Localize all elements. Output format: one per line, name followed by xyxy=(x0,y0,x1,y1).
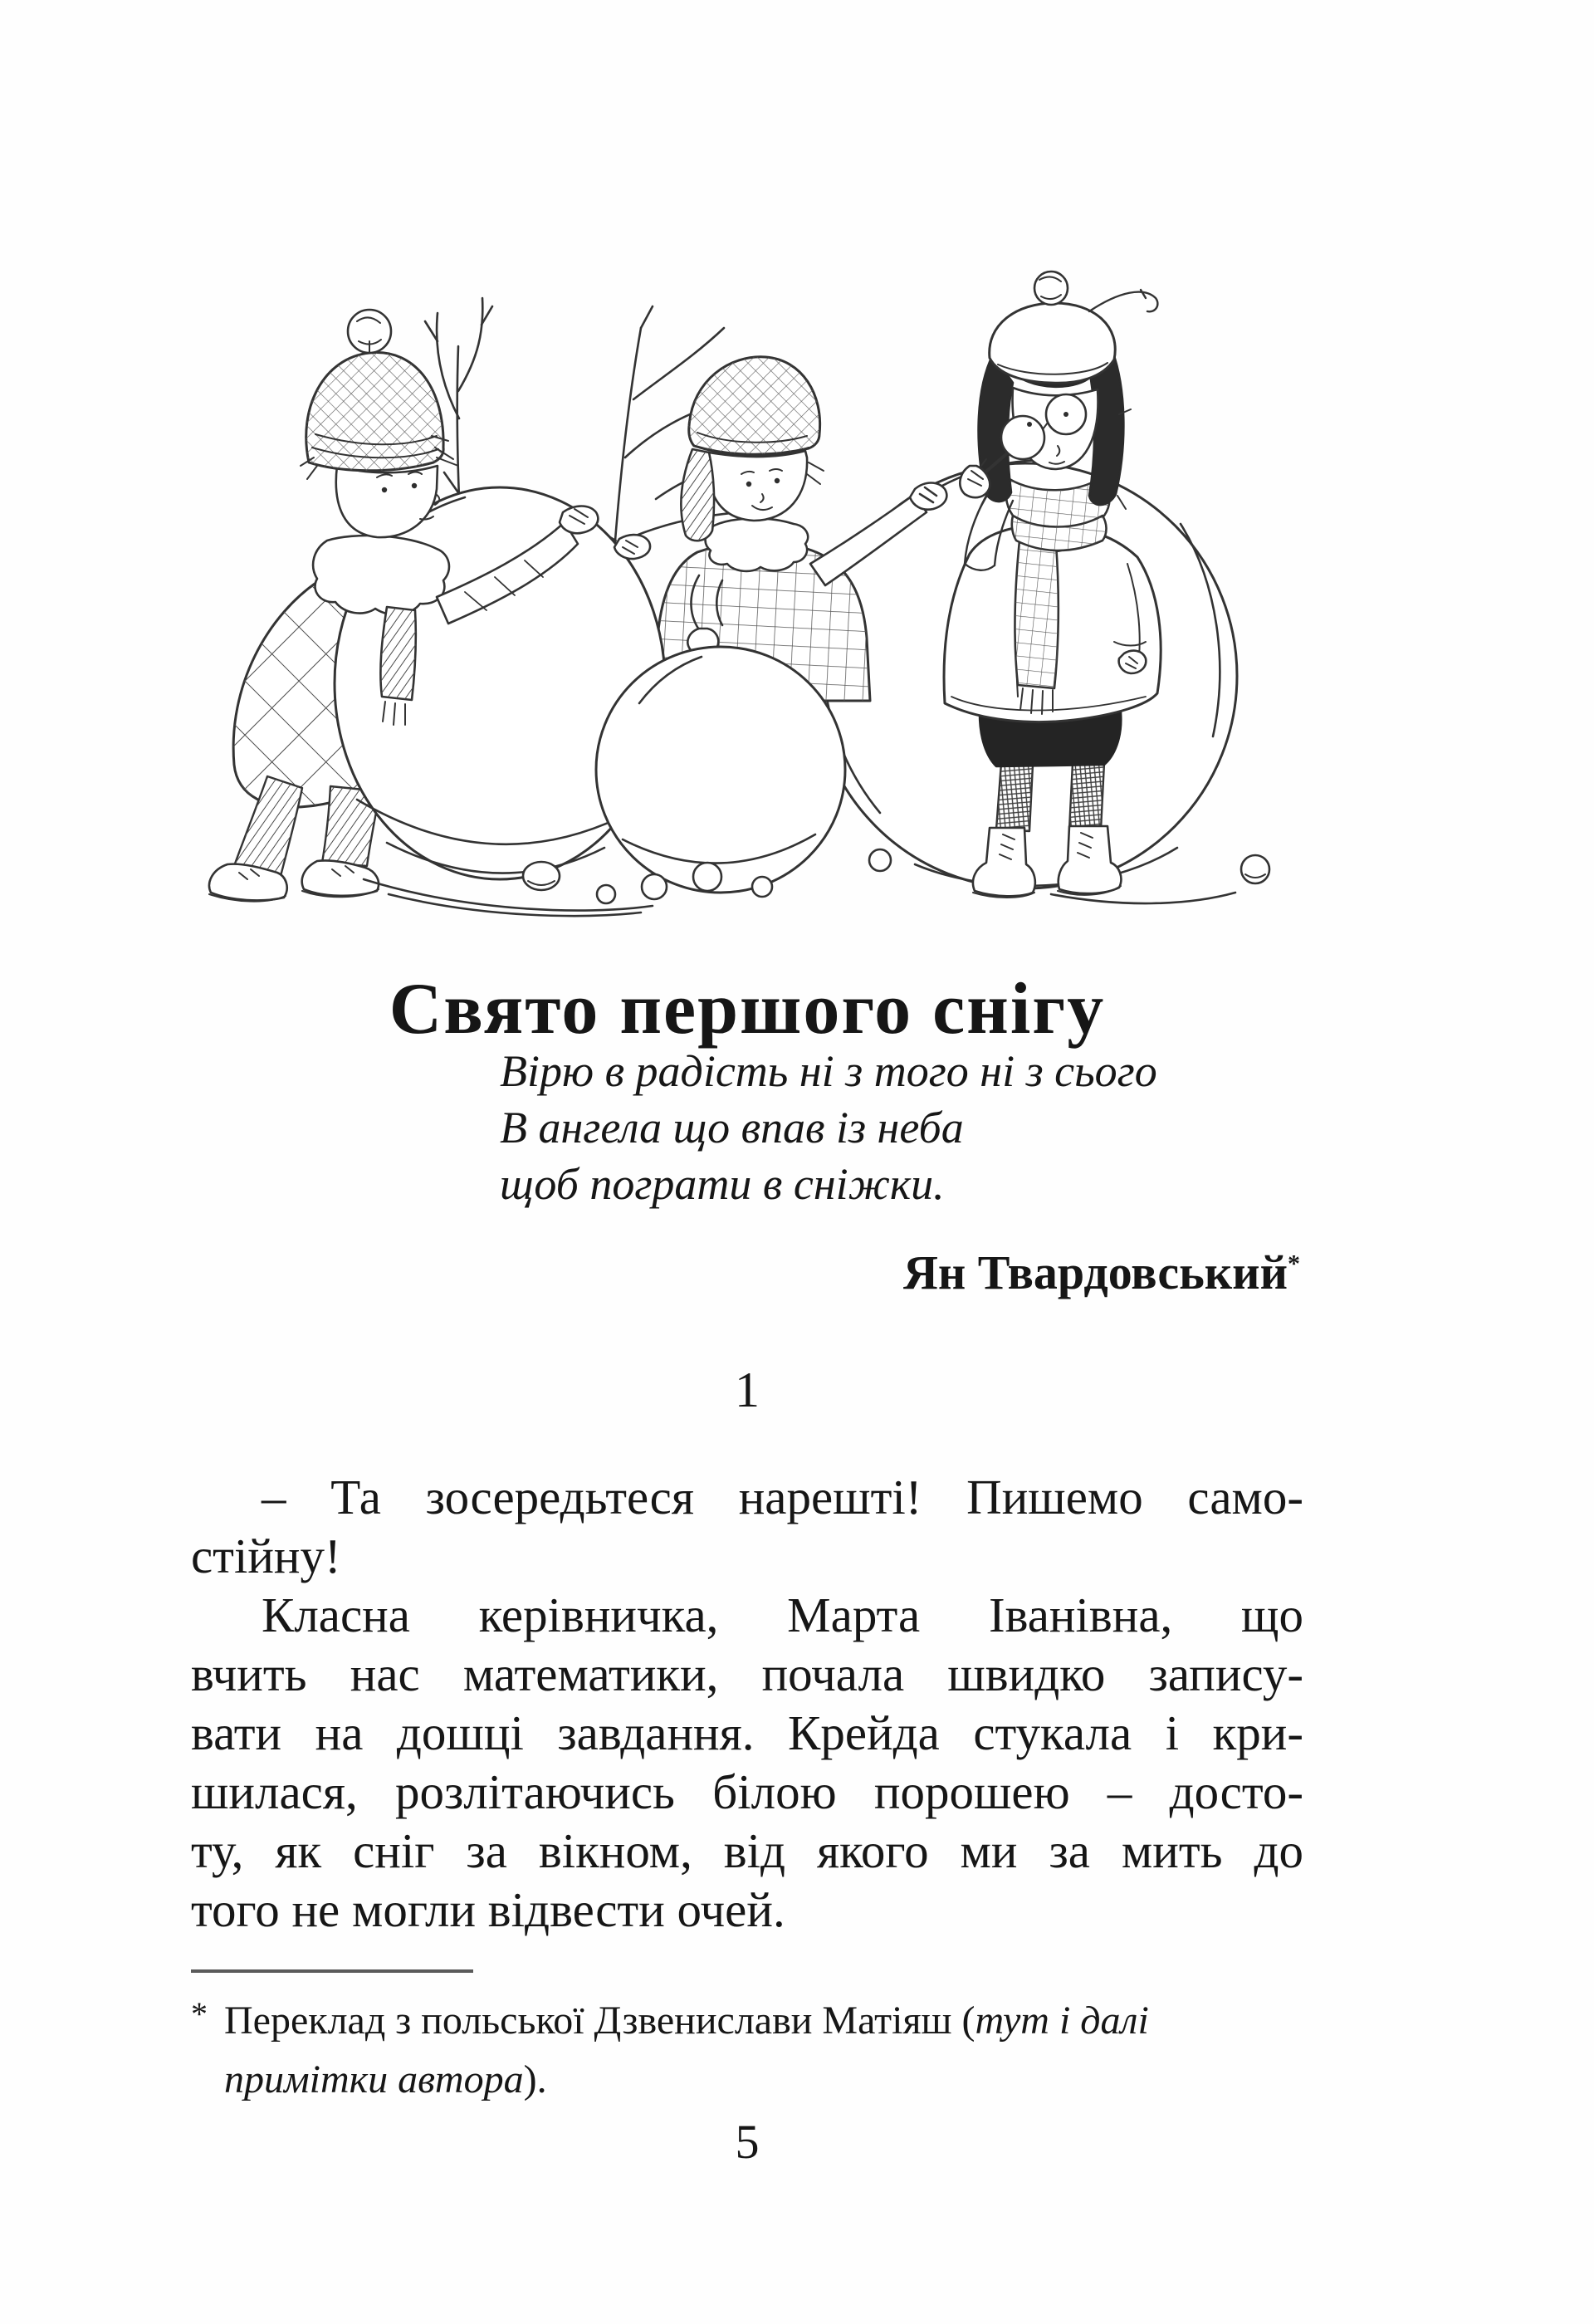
body-line: шилася, розлітаючись білою порошею – досто- xyxy=(191,1764,1303,1819)
footnote-marker-superscript: * xyxy=(1288,1250,1300,1278)
footnote-text-segment: ). xyxy=(523,2057,547,2101)
footnote-lines xyxy=(224,1991,1303,2109)
body-line: вати на дошці завдання. Крейда стукала і кри- xyxy=(191,1705,1303,1760)
chapter-title: Свято першого снігу xyxy=(389,968,1106,1049)
body-line: Класна керівничка, Марта Іванівна, що xyxy=(262,1588,1303,1642)
footnote-italic-segment: примітки автора xyxy=(224,2057,524,2101)
snowball-scene-svg xyxy=(191,247,1295,922)
chapter-number: 1 xyxy=(735,1363,760,1417)
epigraph xyxy=(500,1043,1157,1212)
epigraph-line: В ангела що впав із неба xyxy=(500,1103,964,1152)
epigraph-attribution xyxy=(191,1247,1300,1299)
body-line: ту, як сніг за вікном, від якого ми за мить до xyxy=(191,1823,1303,1878)
illustration-snowballs xyxy=(191,247,1295,922)
footnote-text-segment: Переклад з польської Дзвенислави Матіяш ( xyxy=(224,1999,975,2043)
footnote xyxy=(191,1991,1303,2109)
body-line: стійну! xyxy=(191,1529,341,1583)
epigraph-line: Вірю в радість ні з того ні з сього xyxy=(500,1046,1157,1096)
body-line: того не могли відвести очей. xyxy=(191,1882,785,1937)
epigraph-line: щоб пограти в сніжки. xyxy=(500,1159,945,1209)
footnote-marker: * xyxy=(191,1995,208,2033)
page-number: 5 xyxy=(735,2115,760,2169)
footnote-line xyxy=(224,2050,1303,2109)
footnote-rule xyxy=(191,1969,473,1973)
epigraph-attribution-name: Ян Твардовський xyxy=(902,1245,1288,1299)
body-line: вчить нас математики, почала швидко запису- xyxy=(191,1646,1303,1701)
snowball-middle xyxy=(596,647,845,893)
body-line: – Та зосередьтеся нарешті! Пишемо само- xyxy=(262,1470,1303,1524)
footnote-italic-segment: тут і далі xyxy=(975,1999,1149,2043)
body-text xyxy=(191,1468,1303,1940)
footnote-line xyxy=(224,1991,1303,2050)
